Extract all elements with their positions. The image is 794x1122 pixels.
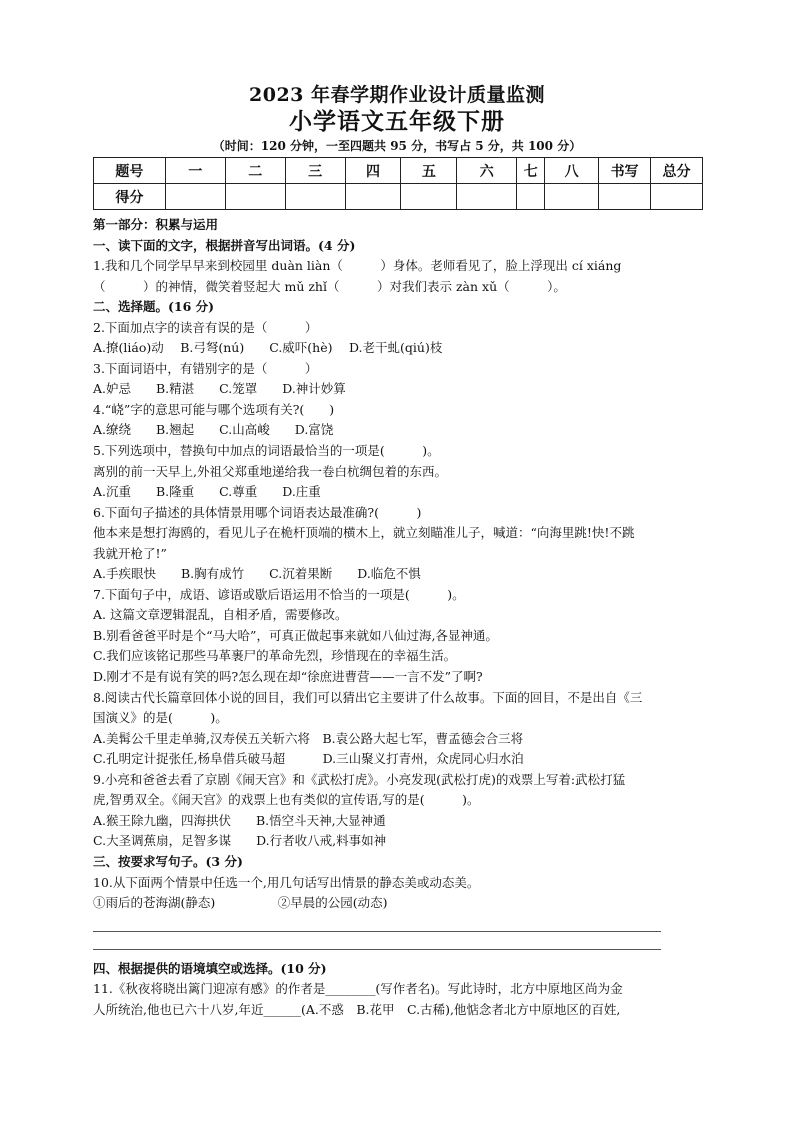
table-cell: 二 bbox=[225, 158, 285, 184]
answer-line[interactable] bbox=[93, 917, 661, 932]
section-heading: 二、选择题。(16 分) bbox=[93, 299, 215, 315]
question-text: 6.下面句子描述的具体情景用哪个词语表达最准确?( ) bbox=[93, 504, 422, 520]
answer-options: A.美髯公千里走单骑,汉寿侯五关斩六将 B.袁公路大起七军，曹孟德会合三将 bbox=[93, 730, 524, 746]
score-input-cell[interactable] bbox=[599, 184, 651, 210]
question-sentence: 他本来是想打海鸥的，看见儿子在桅杆顶端的横木上，就立刻瞄准儿子，喊道：“向海里跳!快!不跳 bbox=[93, 525, 635, 541]
score-table-score-row bbox=[94, 184, 703, 210]
table-cell: 七 bbox=[517, 158, 545, 184]
question-text: 4.“峣”字的意思可能与哪个选项有关?( ) bbox=[93, 401, 335, 417]
score-input-cell[interactable] bbox=[401, 184, 457, 210]
score-input-cell[interactable] bbox=[545, 184, 599, 210]
answer-option: B.别看爸爸平时是个“马大哈”，可真正做起事来就如八仙过海,各显神通。 bbox=[93, 627, 498, 643]
score-input-cell[interactable] bbox=[285, 184, 345, 210]
answer-options: C.大圣调蕉扇，足智多谋 D.行者收八戒,料事如神 bbox=[93, 833, 387, 849]
exam-subtitle-grade: 小学语文五年级下册 bbox=[289, 108, 505, 135]
question-sentence: 我就开枪了!” bbox=[93, 545, 167, 561]
score-input-cell[interactable] bbox=[165, 184, 225, 210]
part-heading: 第一部分：积累与运用 bbox=[93, 217, 219, 232]
exam-title: 2023 年春学期作业设计质量监测 bbox=[249, 84, 545, 106]
section-heading: 三、按要求写句子。(3 分) bbox=[93, 853, 243, 869]
table-cell: 三 bbox=[285, 158, 345, 184]
question-text: 10.从下面两个情景中任选一个,用几句话写出情景的静态美或动态美。 bbox=[93, 874, 480, 890]
answer-options: A.猴王除九幽，四海拱伏 B.悟空斗天神,大显神通 bbox=[93, 812, 386, 828]
answer-option: C.我们应该铭记那些马革裹尸的革命先烈，珍惜现在的幸福生活。 bbox=[93, 648, 457, 664]
answer-options: A.撩(liáo)动 B.弓弩(nú) C.威吓(hè) D.老干虬(qiú)枝 bbox=[93, 340, 443, 356]
question-sentence: 离别的前一天早上,外祖父郑重地递给我一卷白杭绸包着的东西。 bbox=[93, 463, 447, 479]
table-cell: 一 bbox=[165, 158, 225, 184]
table-cell: 四 bbox=[345, 158, 401, 184]
question-text: 7.下面句子中，成语、谚语或歇后语运用不恰当的一项是( )。 bbox=[93, 586, 465, 602]
table-cell: 总分 bbox=[651, 158, 703, 184]
question-text: （ ）的神情，微笑着竖起大 mǔ zhǐ（ ）对我们表示 zàn xǔ（ ）。 bbox=[93, 278, 566, 294]
score-table bbox=[93, 157, 703, 210]
question-text: 8.阅读古代长篇章回体小说的回目，我们可以猜出它主要讲了什么故事。下面的回目，不是出自《三 bbox=[93, 689, 643, 705]
table-cell: 六 bbox=[457, 158, 517, 184]
score-input-cell[interactable] bbox=[457, 184, 517, 210]
answer-option: D.刚才不是有说有笑的吗?怎么现在却“徐庶进曹营——一言不发”了啊? bbox=[93, 669, 483, 685]
table-cell: 八 bbox=[545, 158, 599, 184]
exam-time-note: （时间：120 分钟，一至四题共 95 分，书写占 5 分，共 100 分） bbox=[212, 139, 582, 153]
answer-options: C.孔明定计捉张任,杨阜借兵破马超 D.三山聚义打青州，众虎同心归水泊 bbox=[93, 751, 524, 767]
question-text: 5.下列选项中，替换句中加点的词语最恰当的一项是( )。 bbox=[93, 443, 440, 459]
score-input-cell[interactable] bbox=[225, 184, 285, 210]
table-cell: 得分 bbox=[94, 184, 166, 210]
answer-options: A.妒忌 B.精湛 C.笼罩 D.神计妙算 bbox=[93, 381, 346, 397]
score-input-cell[interactable] bbox=[517, 184, 545, 210]
exam-content bbox=[93, 215, 705, 1020]
table-cell: 五 bbox=[401, 158, 457, 184]
question-text: 2.下面加点字的读音有误的是（ ） bbox=[93, 319, 318, 335]
section-heading: 一、读下面的文字，根据拼音写出词语。(4 分) bbox=[93, 237, 356, 253]
question-text: 11.《秋夜将晓出篱门迎凉有感》的作者是________(写作者名)。写此诗时，北方中原地区尚为金 bbox=[93, 981, 623, 997]
answer-line[interactable] bbox=[93, 935, 661, 950]
table-cell: 书写 bbox=[599, 158, 651, 184]
answer-options: A.手疾眼快 B.胸有成竹 C.沉着果断 D.临危不惧 bbox=[93, 566, 421, 582]
answer-options: ①雨后的苍海湖(静态) ②早晨的公园(动态) bbox=[93, 895, 388, 911]
question-text: 3.下面词语中，有错别字的是（ ） bbox=[93, 360, 318, 376]
question-text: 虎,智勇双全。《闹天宫》的戏票上也有类似的宣传语,写的是( )。 bbox=[93, 792, 480, 808]
question-text: 国演义》的是( )。 bbox=[93, 710, 228, 726]
section-heading: 四、根据提供的语境填空或选择。(10 分) bbox=[93, 960, 327, 976]
question-text: 9.小亮和爸爸去看了京剧《闹天宫》和《武松打虎》。小亮发现(武松打虎)的戏票上写着:武松打猛 bbox=[93, 771, 626, 787]
question-text: 人所统治,他也已六十八岁,年近______(A.不惑 B.花甲 C.古稀),他惦念者北方中原地区的百姓, bbox=[93, 1001, 621, 1017]
answer-options: A.沉重 B.隆重 C.尊重 D.庄重 bbox=[93, 484, 321, 500]
answer-option: A. 这篇文章逻辑混乱，自相矛盾，需要修改。 bbox=[93, 607, 348, 623]
score-table-header-row bbox=[94, 158, 703, 184]
score-input-cell[interactable] bbox=[345, 184, 401, 210]
table-cell: 题号 bbox=[94, 158, 166, 184]
question-text: 1.我和几个同学早早来到校园里 duàn liàn（ ）身体。老师看见了，脸上浮现出 cí xiáng bbox=[93, 258, 622, 274]
score-input-cell[interactable] bbox=[651, 184, 703, 210]
answer-options: A.缭绕 B.翘起 C.山高峻 D.富饶 bbox=[93, 422, 334, 438]
